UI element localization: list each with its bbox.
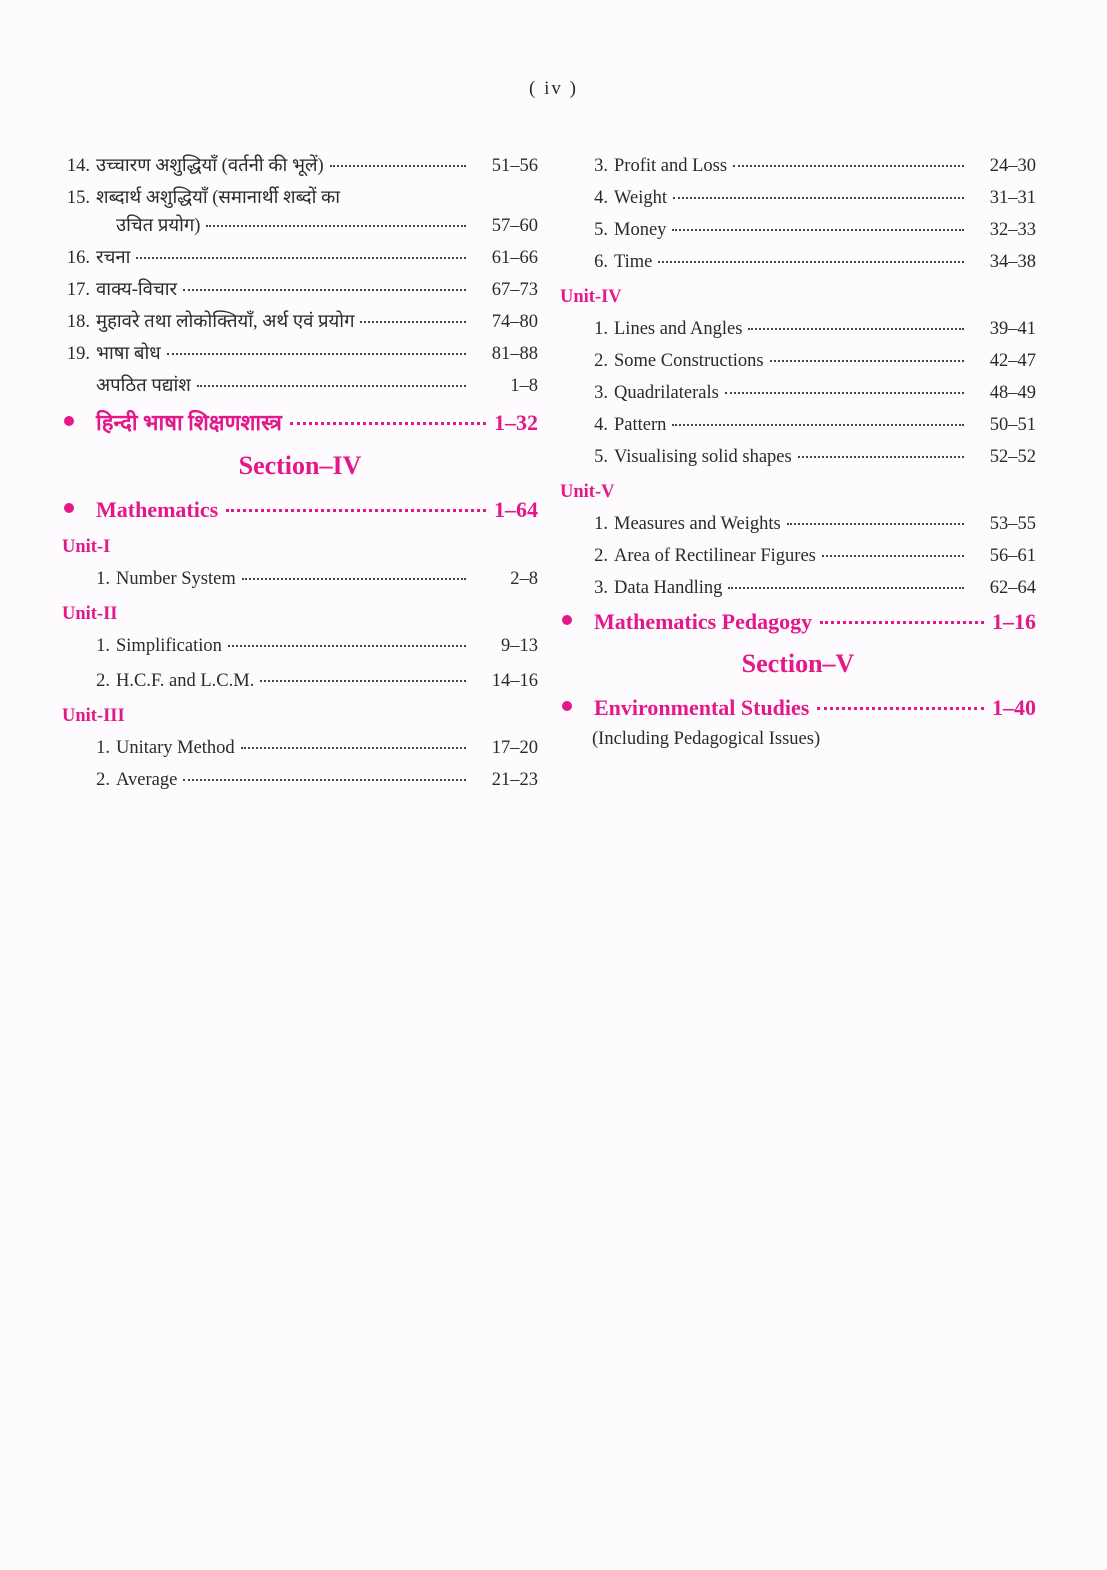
entry-number: 15. [66, 188, 90, 208]
toc-entry [62, 568, 538, 590]
entry-number: 1. [594, 514, 608, 534]
entry-number: 1. [594, 319, 608, 339]
entry-pages: 81–88 [491, 344, 538, 364]
dot-leader [260, 680, 466, 682]
entry-number: 19. [66, 344, 90, 364]
toc-entry [560, 251, 1036, 273]
entry-number: 1. [96, 569, 110, 589]
toc-entry [560, 350, 1036, 372]
unit-heading: Unit-V [560, 482, 615, 502]
major-entry-title: हिन्दी भाषा शिक्षणशास्त्र [96, 410, 282, 435]
entry-pages: 50–51 [989, 415, 1036, 435]
major-entry-pages: 1–64 [494, 497, 538, 522]
major-entry-title: Mathematics Pedagogy [594, 609, 813, 634]
dot-leader [770, 360, 964, 362]
unit-heading: Unit-I [62, 537, 111, 557]
entry-pages: 17–20 [491, 738, 538, 758]
toc-left-column [62, 155, 538, 801]
dot-leader [725, 392, 964, 394]
entry-number: 1. [96, 636, 110, 656]
entry-title: रचना [96, 248, 131, 268]
entry-number: 3. [594, 383, 608, 403]
bullet-icon [64, 416, 74, 426]
major-entry-pages: 1–40 [992, 695, 1036, 720]
entry-pages: 24–30 [989, 156, 1036, 176]
entry-pages: 67–73 [491, 280, 538, 300]
bullet-icon [562, 701, 572, 711]
dot-leader [672, 424, 964, 426]
entry-pages: 9–13 [501, 636, 538, 656]
entry-number: 2. [96, 671, 110, 691]
dot-leader [748, 328, 964, 330]
dot-leader [360, 321, 466, 323]
entry-title-continuation: उचित प्रयोग) [116, 216, 201, 236]
major-entry-title: Mathematics [96, 497, 219, 522]
entry-number: 6. [594, 252, 608, 272]
entry-title: अपठित पद्यांश [96, 376, 191, 396]
toc-entry [62, 311, 538, 333]
entry-title: Some Constructions [614, 351, 764, 371]
dot-leader [817, 707, 984, 710]
toc-entry [62, 375, 538, 397]
toc-entry [560, 577, 1036, 599]
dot-leader [330, 165, 466, 167]
entry-title: वाक्य-विचार [96, 280, 178, 300]
toc-entry [560, 545, 1036, 567]
toc-entry [62, 187, 538, 209]
entry-number: 1. [96, 738, 110, 758]
dot-leader [290, 422, 486, 425]
toc-entry [560, 513, 1036, 535]
dot-leader [206, 225, 466, 227]
unit-heading: Unit-III [62, 706, 125, 726]
entry-pages: 48–49 [989, 383, 1036, 403]
toc-entry [560, 414, 1036, 436]
entry-number: 14. [66, 156, 90, 176]
toc-entry [62, 343, 538, 365]
toc-entry [62, 737, 538, 759]
entry-title: Number System [116, 569, 236, 589]
entry-title: भाषा बोध [96, 344, 161, 364]
entry-pages: 34–38 [989, 252, 1036, 272]
entry-title: Lines and Angles [614, 319, 743, 339]
toc-entry-continuation [62, 215, 538, 237]
entry-pages: 21–23 [491, 770, 538, 790]
major-entry-title: Environmental Studies [594, 695, 810, 720]
entry-pages: 14–16 [491, 671, 538, 691]
toc-entry [560, 318, 1036, 340]
entry-pages: 31–31 [989, 188, 1036, 208]
toc-entry [560, 219, 1036, 241]
page-number: ( iv ) [529, 78, 578, 99]
toc-entry [62, 279, 538, 301]
entry-title: Money [614, 220, 667, 240]
entry-pages: 52–52 [989, 447, 1036, 467]
entry-pages: 39–41 [989, 319, 1036, 339]
dot-leader [820, 621, 984, 624]
major-entry-pages: 1–32 [494, 410, 538, 435]
toc-entry [62, 670, 538, 692]
toc-entry [560, 155, 1036, 177]
entry-title: Simplification [116, 636, 222, 656]
entry-pages: 62–64 [989, 578, 1036, 598]
dot-leader [183, 779, 466, 781]
entry-title: Average [116, 770, 178, 790]
dot-leader [658, 261, 964, 263]
entry-number: 4. [594, 188, 608, 208]
entry-pages: 2–8 [510, 569, 538, 589]
entry-title: Measures and Weights [614, 514, 781, 534]
entry-pages: 32–33 [989, 220, 1036, 240]
dot-leader [242, 578, 466, 580]
entry-title: Weight [614, 188, 667, 208]
entry-number: 2. [594, 546, 608, 566]
dot-leader [136, 257, 466, 259]
entry-number: 3. [594, 156, 608, 176]
toc-major-entry [560, 609, 1036, 635]
entry-pages: 53–55 [989, 514, 1036, 534]
dot-leader [228, 645, 466, 647]
toc-entry [560, 446, 1036, 468]
dot-leader [167, 353, 466, 355]
toc-right-column [560, 155, 1036, 750]
entry-number: 4. [594, 415, 608, 435]
dot-leader [728, 587, 964, 589]
entry-title: Pattern [614, 415, 667, 435]
toc-entry [560, 382, 1036, 404]
entry-pages: 42–47 [989, 351, 1036, 371]
toc-entry [560, 187, 1036, 209]
entry-note: (Including Pedagogical Issues) [592, 729, 821, 749]
toc-major-entry [62, 407, 538, 437]
dot-leader [241, 747, 466, 749]
dot-leader [787, 523, 964, 525]
entry-pages: 57–60 [491, 216, 538, 236]
bullet-icon [562, 615, 572, 625]
dot-leader [822, 555, 964, 557]
entry-number: 5. [594, 220, 608, 240]
entry-pages: 74–80 [491, 312, 538, 332]
entry-number: 17. [66, 280, 90, 300]
bullet-icon [64, 503, 74, 513]
dot-leader [197, 385, 466, 387]
entry-number: 18. [66, 312, 90, 332]
toc-major-entry [62, 497, 538, 523]
entry-title: शब्दार्थ अशुद्धियाँ (समानार्थी शब्दों का [96, 188, 341, 208]
entry-title: Time [614, 252, 653, 272]
entry-title: Visualising solid shapes [614, 447, 792, 467]
entry-number: 2. [594, 351, 608, 371]
entry-title: Profit and Loss [614, 156, 728, 176]
entry-title: H.C.F. and L.C.M. [116, 671, 255, 691]
entry-title: Quadrilaterals [614, 383, 719, 403]
entry-pages: 51–56 [491, 156, 538, 176]
entry-pages: 56–61 [989, 546, 1036, 566]
dot-leader [798, 456, 964, 458]
entry-number: 3. [594, 578, 608, 598]
dot-leader [183, 289, 466, 291]
entry-number: 16. [66, 248, 90, 268]
toc-entry [62, 635, 538, 657]
section-heading: Section–V [741, 649, 855, 678]
unit-heading: Unit-II [62, 604, 118, 624]
toc-entry [62, 247, 538, 269]
entry-number: 2. [96, 770, 110, 790]
section-heading: Section–IV [238, 451, 362, 480]
dot-leader [226, 509, 486, 512]
entry-number: 5. [594, 447, 608, 467]
entry-title: मुहावरे तथा लोकोक्तियाँ, अर्थ एवं प्रयोग [96, 312, 355, 332]
entry-title: उच्चारण अशुद्धियाँ (वर्तनी की भूलें) [96, 156, 324, 176]
entry-title: Unitary Method [116, 738, 235, 758]
entry-title: Data Handling [614, 578, 723, 598]
entry-title: Area of Rectilinear Figures [614, 546, 816, 566]
unit-heading: Unit-IV [560, 287, 622, 307]
toc-entry [62, 155, 538, 177]
dot-leader [733, 165, 964, 167]
entry-pages: 1–8 [510, 376, 538, 396]
entry-pages: 61–66 [491, 248, 538, 268]
dot-leader [672, 229, 964, 231]
dot-leader [673, 197, 964, 199]
toc-major-entry [560, 695, 1036, 721]
major-entry-pages: 1–16 [992, 609, 1036, 634]
toc-entry [62, 769, 538, 791]
